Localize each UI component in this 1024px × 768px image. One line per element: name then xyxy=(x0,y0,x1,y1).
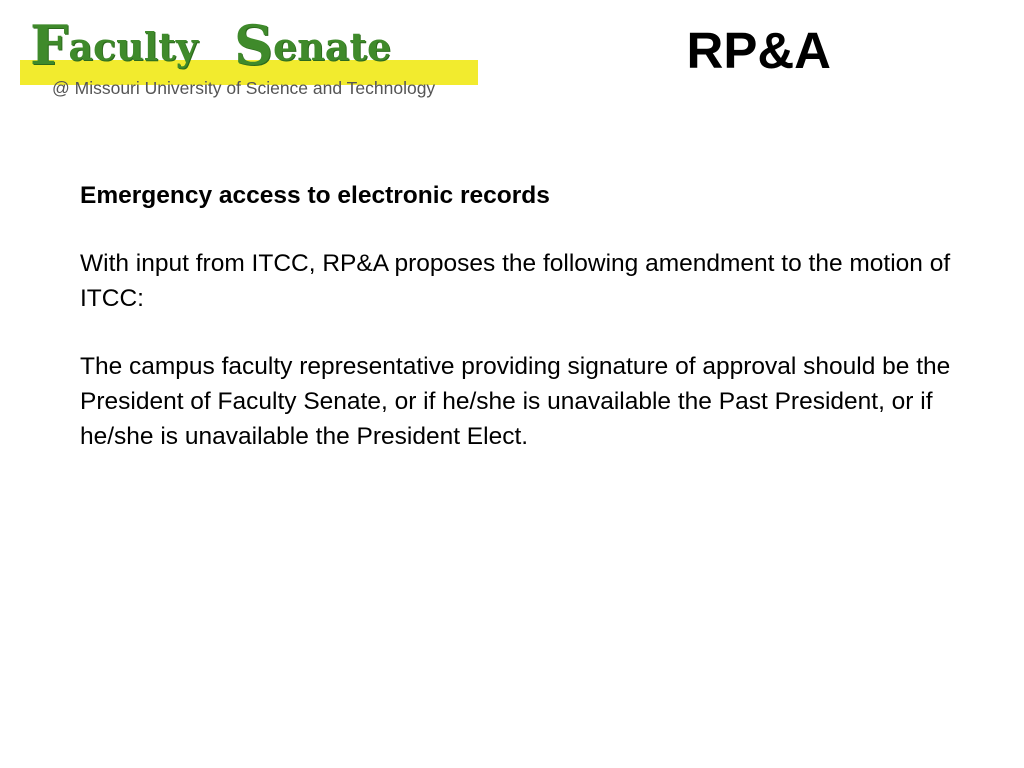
logo-word-senate xyxy=(234,13,392,77)
logo-initial-f: F xyxy=(30,13,69,77)
slide-title: RP&A xyxy=(686,22,831,79)
slide-body xyxy=(80,178,980,487)
paragraph-proposal: The campus faculty representative providing signature of approval should be the President of Faculty Senate, or if he/she is unavailable the Past President, or if he/she is unavailable the President Elect. xyxy=(80,353,951,450)
logo-initial-s: S xyxy=(234,13,273,77)
logo-word-faculty xyxy=(30,13,198,77)
logo-word-faculty-rest: aculty xyxy=(68,24,198,69)
faculty-senate-logo xyxy=(16,14,481,106)
paragraph-intro: With input from ITCC, RP&A proposes the following amendment to the motion of ITCC: xyxy=(80,250,951,312)
logo-word-senate-rest: enate xyxy=(273,24,392,69)
logo-subtitle: @ Missouri University of Science and Technology xyxy=(52,78,436,98)
section-heading: Emergency access to electronic records xyxy=(80,182,550,209)
